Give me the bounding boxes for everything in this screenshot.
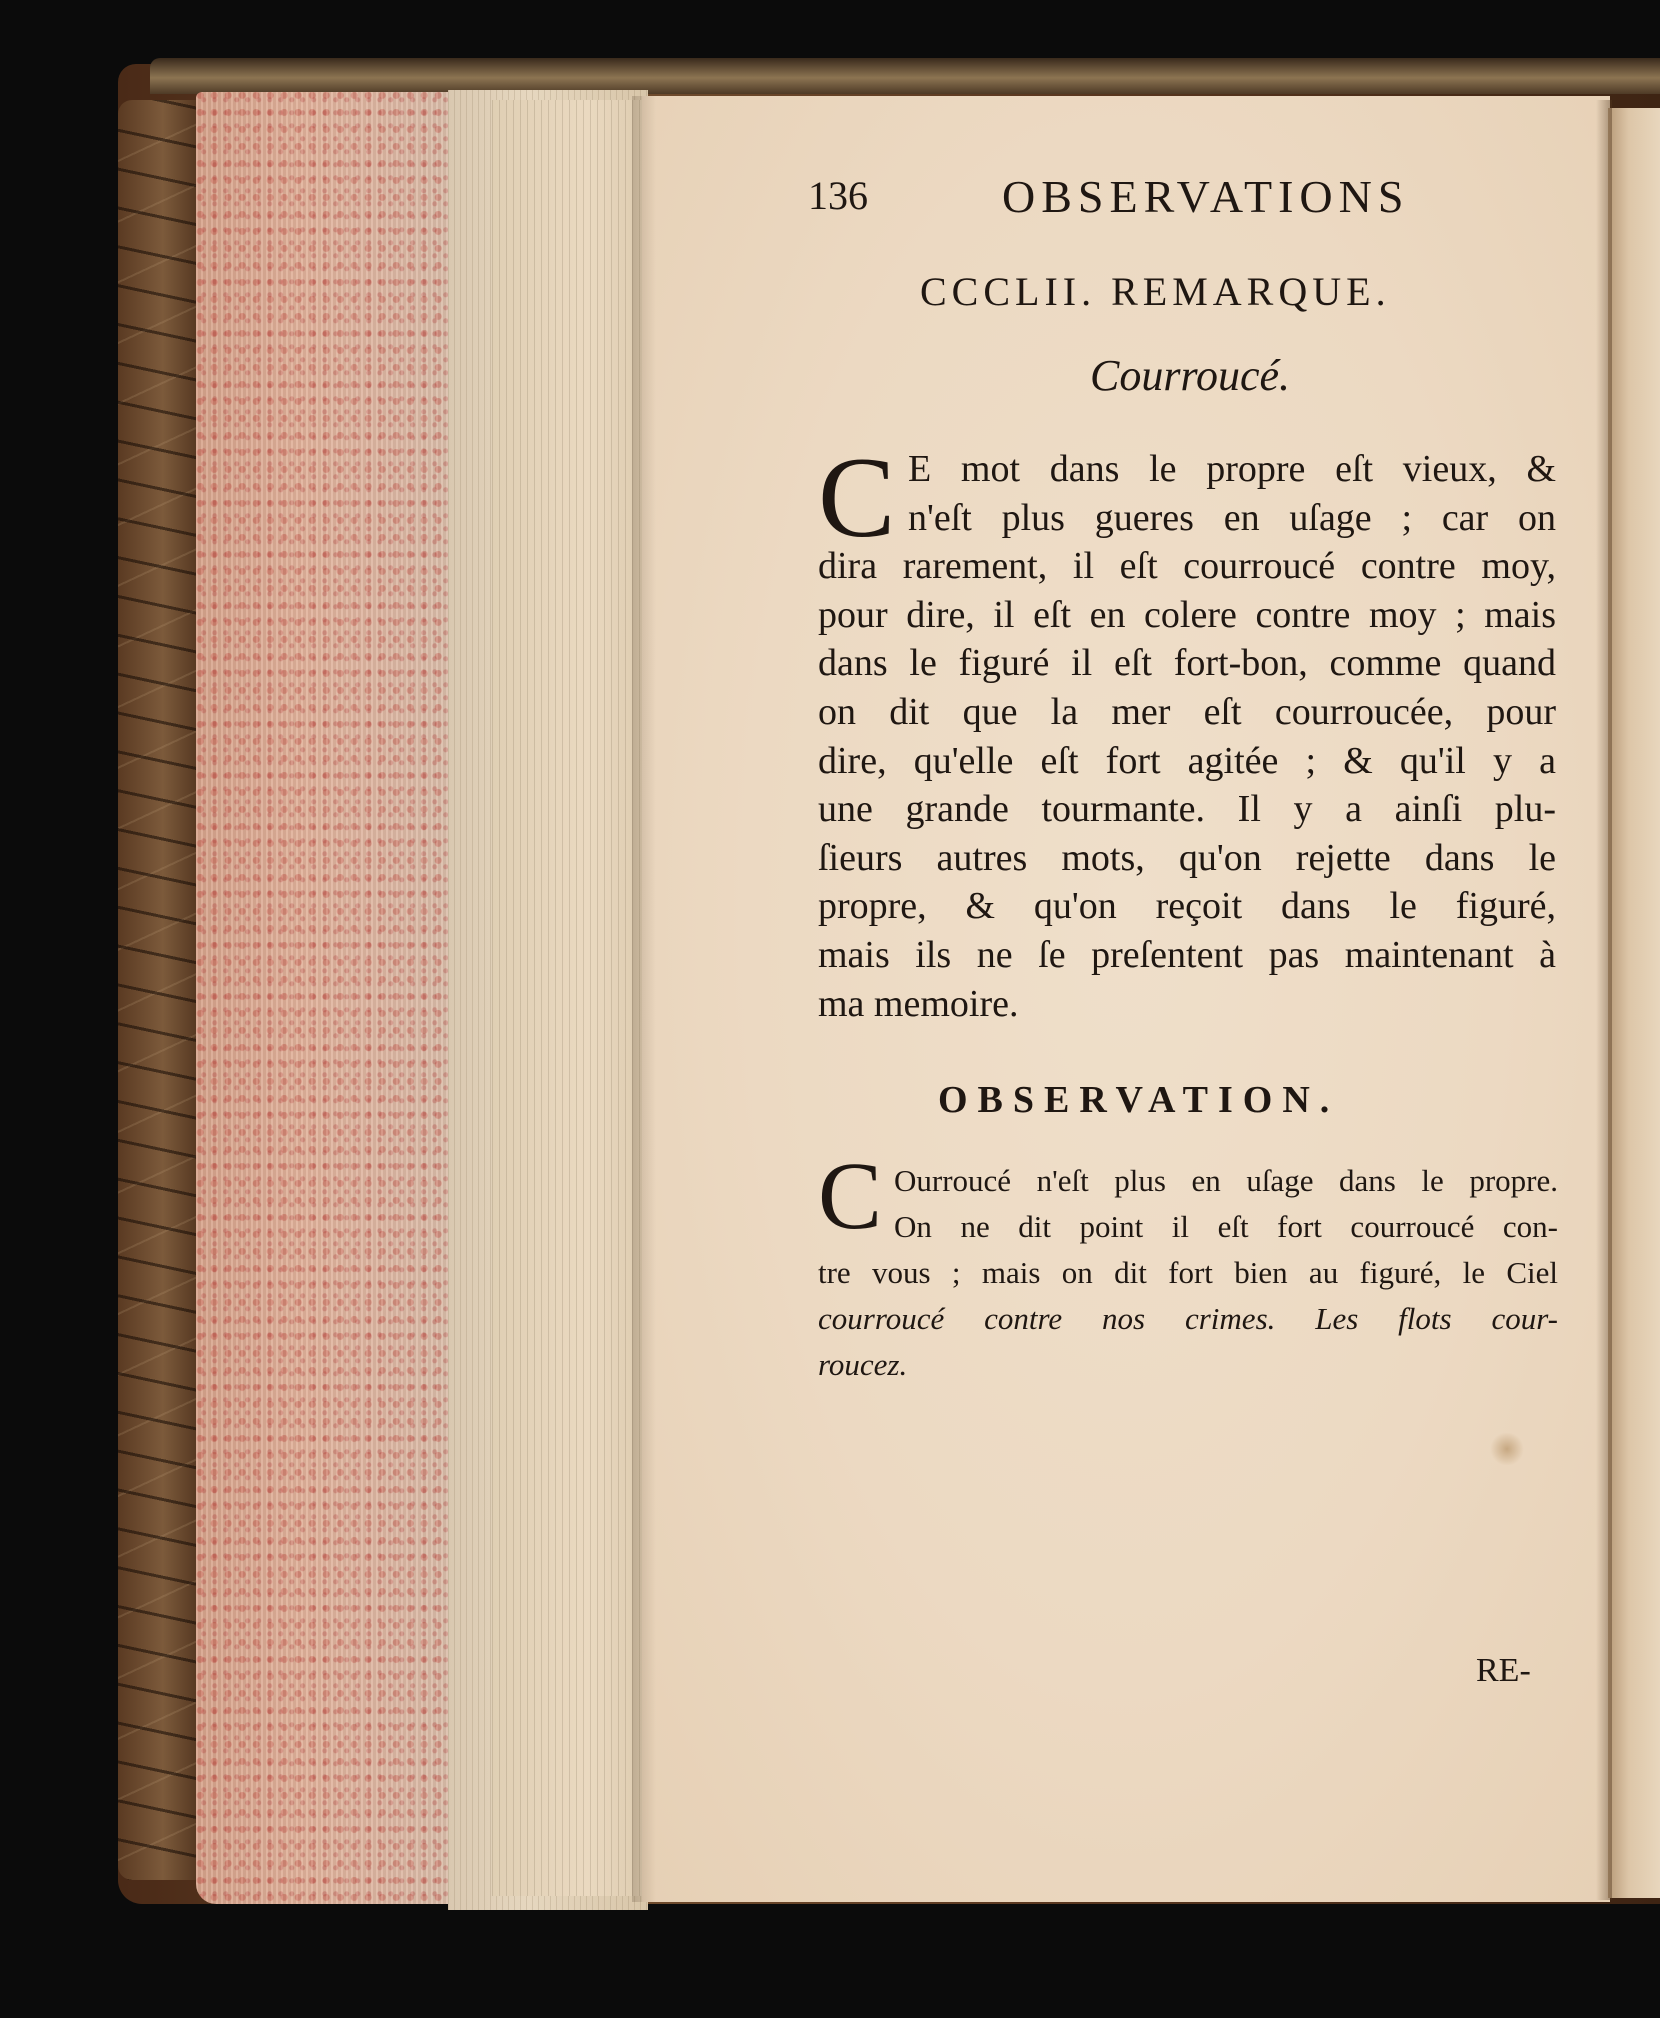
text-line: courroucé contre nos crimes. Les flots cour-: [818, 1301, 1558, 1336]
text-line: dire, qu'elle eſt fort agitée ; & qu'il y a: [818, 739, 1556, 782]
page-number: 136: [808, 173, 868, 218]
dropcap: C: [818, 1142, 883, 1249]
observation-heading: OBSERVATION.: [938, 1079, 1340, 1121]
text-line: ſieurs autres mots, qu'on rejette dans le: [818, 836, 1556, 879]
text-line: propre, & qu'on reçoit dans le figuré,: [818, 885, 1556, 928]
book-spine: [118, 100, 208, 1880]
observation-text: [818, 1158, 1558, 1388]
dropcap: C: [818, 434, 896, 562]
text-line: On ne dit point il eſt fort courroucé con-: [894, 1209, 1558, 1244]
text-line: tre vous ; mais on dit fort bien au figuré, le Ciel: [818, 1255, 1558, 1290]
text-line: ma memoire.: [818, 982, 1019, 1025]
text-line: E mot dans le propre eſt vieux, &: [908, 448, 1556, 490]
page-stack-red-edge: [196, 92, 468, 1904]
text-line: on dit que la mer eſt courroucée, pour: [818, 690, 1556, 733]
text-line: pour dire, il eſt en colere contre moy ; mais: [818, 593, 1556, 636]
text-line: n'eſt plus gueres en uſage ; car on: [908, 496, 1556, 539]
text-line: dira rarement, il eſt courroucé contre moy,: [818, 545, 1556, 588]
subject-word: Courroucé.: [1090, 351, 1291, 400]
running-head: OBSERVATIONS: [1002, 171, 1410, 222]
page-shadow: [632, 96, 656, 1902]
remarque-text: [818, 445, 1556, 1028]
foxing-spot: [1490, 1432, 1524, 1466]
page-stack-edge-inner: [492, 100, 652, 1896]
catchword: RE-: [1476, 1652, 1531, 1689]
text-line: mais ils ne ſe preſentent pas maintenant à: [818, 933, 1556, 976]
text-line: roucez.: [818, 1347, 908, 1382]
next-page-edge: [1608, 108, 1660, 1898]
text-line: dans le figuré il eſt fort-bon, comme quand: [818, 642, 1556, 685]
book-top-edge: [150, 58, 1660, 94]
section-heading: CCCLII. REMARQUE.: [920, 269, 1391, 314]
text-line: Ourroucé n'eſt plus en uſage dans le propre.: [894, 1163, 1558, 1198]
gutter-shadow: [1596, 100, 1612, 1900]
text-line: une grande tourmante. Il y a ainſi plu-: [818, 788, 1556, 831]
